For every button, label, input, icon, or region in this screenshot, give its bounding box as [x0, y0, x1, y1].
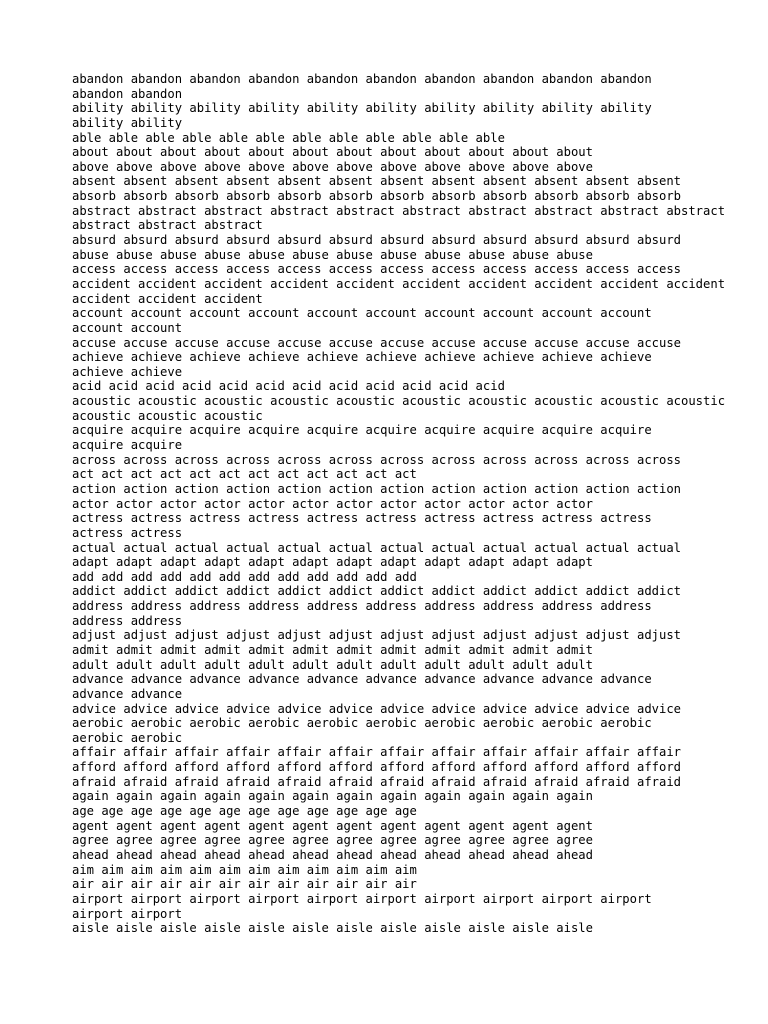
text-line: advance advance advance advance advance advance advance advance advance advance: [72, 672, 652, 687]
text-line: access access access access access access access access access access access access: [72, 262, 682, 277]
text-line: adjust adjust adjust adjust adjust adjust adjust adjust adjust adjust adjust adjust: [72, 628, 682, 643]
text-line: address address address address address address address address address address: [72, 599, 652, 614]
text-line: address address: [72, 613, 183, 628]
text-line: ability ability: [72, 115, 183, 130]
text-line: airport airport airport airport airport airport airport airport airport airport: [72, 891, 652, 906]
text-line: about about about about about about about about about about about about: [72, 145, 593, 160]
text-line: achieve achieve: [72, 364, 183, 379]
text-line: ability ability ability ability ability ability ability ability ability ability: [72, 101, 652, 116]
text-line: abandon abandon: [72, 86, 183, 101]
text-line: aim aim aim aim aim aim aim aim aim aim aim aim: [72, 862, 417, 877]
document-text-block: [72, 72, 726, 936]
text-line: above above above above above above above above above above above above: [72, 159, 593, 174]
text-line: actress actress: [72, 525, 183, 540]
text-line: account account: [72, 320, 183, 335]
text-line: absent absent absent absent absent absent absent absent absent absent absent absent: [72, 174, 682, 189]
text-line: agree agree agree agree agree agree agree agree agree agree agree agree: [72, 833, 593, 848]
text-line: aerobic aerobic aerobic aerobic aerobic aerobic aerobic aerobic aerobic aerobic: [72, 716, 652, 731]
text-line: acquire acquire: [72, 438, 183, 453]
text-line: addict addict addict addict addict addict addict addict addict addict addict addict: [72, 584, 682, 599]
text-line: abandon abandon abandon abandon abandon abandon abandon abandon abandon abandon: [72, 72, 652, 86]
text-line: action action action action action action action action action action action action: [72, 481, 682, 496]
text-line: absorb absorb absorb absorb absorb absorb absorb absorb absorb absorb absorb absorb: [72, 189, 682, 204]
text-line: actor actor actor actor actor actor actor actor actor actor actor actor: [72, 496, 593, 511]
text-line: actress actress actress actress actress actress actress actress actress actress: [72, 511, 652, 526]
text-line: afraid afraid afraid afraid afraid afraid afraid afraid afraid afraid afraid afraid: [72, 774, 682, 789]
text-line: able able able able able able able able able able able able: [72, 130, 505, 145]
text-line: admit admit admit admit admit admit admit admit admit admit admit admit: [72, 642, 593, 657]
text-line: affair affair affair affair affair affair affair affair affair affair affair affair: [72, 745, 682, 760]
text-line: abstract abstract abstract: [72, 218, 263, 233]
text-line: agent agent agent agent agent agent agent agent agent agent agent agent: [72, 818, 593, 833]
text-line: actual actual actual actual actual actual actual actual actual actual actual actual: [72, 540, 682, 555]
text-line: advice advice advice advice advice advice advice advice advice advice advice advice: [72, 701, 682, 716]
text-line: accuse accuse accuse accuse accuse accuse accuse accuse accuse accuse accuse accuse: [72, 335, 682, 350]
text-line: accident accident accident accident accident accident accident accident accident accident: [72, 276, 726, 291]
text-line: ahead ahead ahead ahead ahead ahead ahead ahead ahead ahead ahead ahead: [72, 847, 593, 862]
text-line: account account account account account account account account account account: [72, 306, 652, 321]
text-line: abstract abstract abstract abstract abstract abstract abstract abstract abstract abstract: [72, 203, 726, 218]
text-line: accident accident accident: [72, 291, 263, 306]
text-line: advance advance: [72, 686, 183, 701]
text-line: acoustic acoustic acoustic: [72, 408, 263, 423]
text-line: achieve achieve achieve achieve achieve achieve achieve achieve achieve achieve: [72, 350, 652, 365]
text-line: aisle aisle aisle aisle aisle aisle aisle aisle aisle aisle aisle aisle: [72, 921, 593, 936]
text-line: adult adult adult adult adult adult adult adult adult adult adult adult: [72, 657, 593, 672]
text-line: adapt adapt adapt adapt adapt adapt adapt adapt adapt adapt adapt adapt: [72, 555, 593, 570]
text-line: acquire acquire acquire acquire acquire acquire acquire acquire acquire acquire: [72, 423, 652, 438]
text-line: add add add add add add add add add add add add: [72, 569, 417, 584]
text-line: airport airport: [72, 906, 183, 921]
text-line: afford afford afford afford afford afford afford afford afford afford afford afford: [72, 760, 682, 775]
text-line: age age age age age age age age age age age age: [72, 804, 417, 819]
text-line: abuse abuse abuse abuse abuse abuse abuse abuse abuse abuse abuse abuse: [72, 247, 593, 262]
text-line: across across across across across across across across across across across across: [72, 452, 682, 467]
text-line: aerobic aerobic: [72, 730, 183, 745]
text-line: acoustic acoustic acoustic acoustic acoustic acoustic acoustic acoustic acoustic acoustic: [72, 394, 726, 409]
text-line: air air air air air air air air air air air air: [72, 877, 417, 892]
text-line: absurd absurd absurd absurd absurd absurd absurd absurd absurd absurd absurd absurd: [72, 233, 682, 248]
text-line: acid acid acid acid acid acid acid acid acid acid acid acid: [72, 379, 505, 394]
text-line: again again again again again again again again again again again again: [72, 789, 593, 804]
text-line: act act act act act act act act act act act act: [72, 467, 417, 482]
